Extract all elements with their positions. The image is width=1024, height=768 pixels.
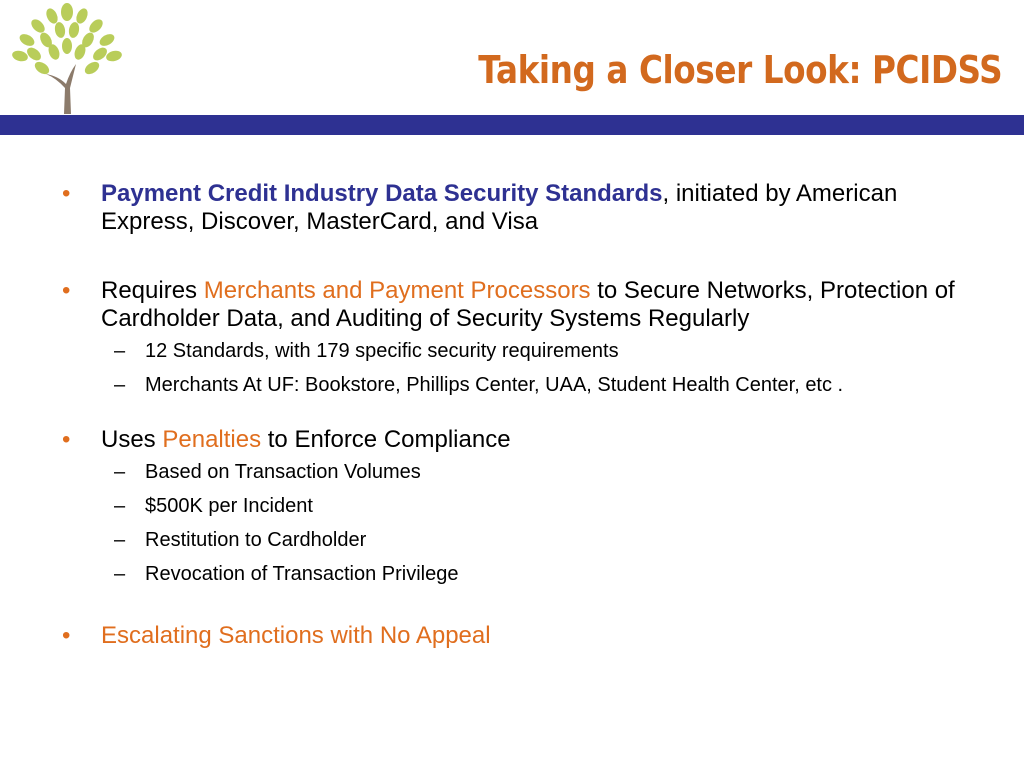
sub-marker: –: [114, 529, 126, 551]
sub-marker: –: [114, 495, 126, 517]
sub-list-penalties: [0, 460, 1024, 587]
sub-item: [114, 373, 964, 398]
bullet-sanctions: [0, 622, 1024, 650]
sub-text: Restitution to Cardholder: [145, 529, 367, 551]
bullet-highlight: Merchants and Payment Processors: [203, 277, 591, 304]
bullet-marker: •: [62, 622, 71, 649]
sub-text: $500K per Incident: [145, 495, 313, 517]
sub-text: Revocation of Transaction Privilege: [145, 563, 459, 585]
sub-item: [114, 494, 964, 519]
bullet-marker: •: [62, 426, 71, 453]
bullet-marker: •: [62, 277, 71, 304]
slide-content: [0, 180, 1024, 650]
sub-text: Merchants At UF: Bookstore, Phillips Center, UAA, Student Health Center, etc .: [145, 374, 844, 396]
bullet-prefix: Uses: [101, 426, 163, 453]
bullet-highlight: Payment Credit Industry Data Security Standards: [101, 180, 663, 207]
sub-item: [114, 562, 964, 587]
sub-marker: –: [114, 461, 126, 483]
bullet-text: to Secure Networks, Protection of Cardholder Data, and Auditing of Security Systems Regularly: [101, 277, 955, 332]
sub-item: [114, 339, 964, 364]
sub-marker: –: [114, 563, 126, 585]
bullet-marker: •: [62, 180, 71, 207]
sub-item: [114, 460, 964, 485]
sub-marker: –: [114, 340, 126, 362]
sub-text: 12 Standards, with 179 specific security requirements: [145, 340, 619, 362]
bullet-text: to Enforce Compliance: [261, 426, 511, 453]
tree-icon: [10, 2, 125, 114]
bullet-requirements: [0, 277, 1024, 333]
bullet-penalties: [0, 426, 1024, 454]
bullet-text: , initiated by American Express, Discover, MasterCard, and Visa: [101, 180, 898, 235]
sub-marker: –: [114, 374, 126, 396]
bullet-highlight: Escalating Sanctions with No Appeal: [101, 622, 491, 649]
sub-list-requirements: [0, 339, 1024, 398]
bullet-pcidss: [0, 180, 1024, 236]
sub-item: [114, 528, 964, 553]
header-bar: [0, 115, 1024, 135]
bullet-highlight: Penalties: [162, 426, 262, 453]
sub-text: Based on Transaction Volumes: [145, 461, 421, 483]
bullet-prefix: Requires: [101, 277, 204, 304]
slide-title: Taking a Closer Look: PCIDSS: [478, 48, 1002, 92]
